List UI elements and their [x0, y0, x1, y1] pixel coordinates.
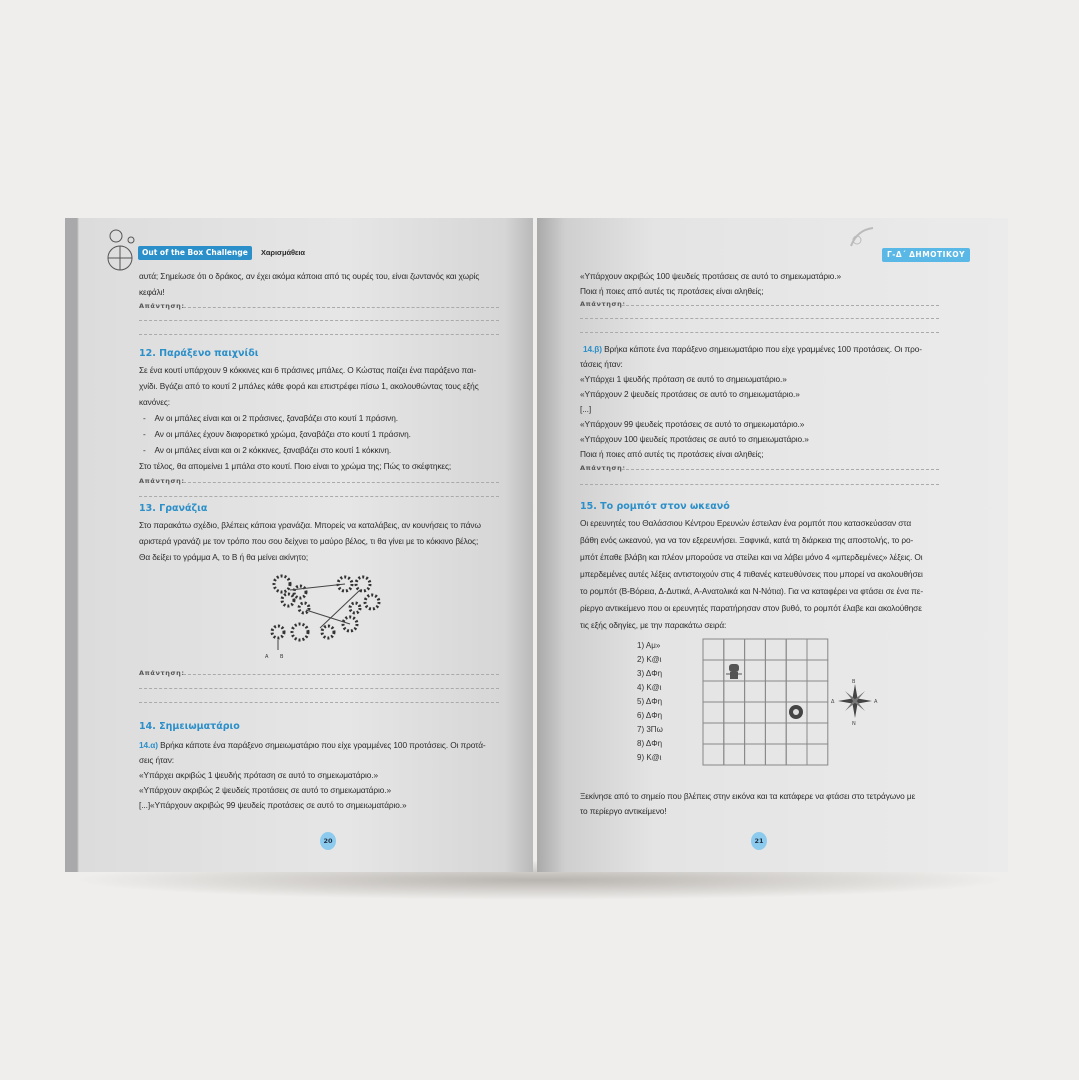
- q14b-line: Βρήκα κάποτε ένα παράξενο σημειωματάριο που είχε γραμμένες 100 προτάσεις. Οι προ-: [604, 344, 922, 354]
- instruction-item: 3) ΔΦη: [637, 669, 663, 678]
- compass-w: Δ: [831, 699, 835, 705]
- grid-cell: [724, 702, 745, 723]
- q13-line: αριστερά γρανάζι με τον τρόπο που σου δείχνει το μαύρο βέλος, τι θα γίνει με το κόκκινο βέλος;: [139, 536, 479, 546]
- strange-object-icon: [789, 705, 803, 719]
- right-page: [537, 218, 1008, 872]
- q15-line: το ρομπότ (Β-Βόρεια, Δ-Δυτικά, Α-Ανατολικά και Ν-Νότια). Για να καταφέρει να φτάσει σε ένα πε-: [580, 586, 923, 596]
- grid-cell: [745, 681, 766, 702]
- grid-cell: [807, 681, 828, 702]
- answer-line: [139, 320, 499, 321]
- ocean-grid: [702, 638, 829, 766]
- q15-line: Οι ερευνητές του Θαλάσσιου Κέντρου Ερευνών έστειλαν ένα ρομπότ που κατασκεύασαν στα: [580, 518, 912, 528]
- q14b-line: «Υπάρχουν 100 ψευδείς προτάσεις σε αυτό το σημειωματάριο.»: [580, 434, 809, 444]
- q15-title: 15. Το ρομπότ στον ωκεανό: [580, 501, 730, 512]
- answer-line: [580, 484, 939, 485]
- series-tag: Out of the Box Challenge: [138, 246, 252, 260]
- grid-cell: [724, 681, 745, 702]
- rocket-lightbulb-icon: [847, 226, 877, 250]
- q14-line: [...]«Υπάρχουν ακριβώς 99 ψευδείς προτάσεις σε αυτό το σημειωματάριο.»: [139, 800, 407, 810]
- q15-line: μπότ έπαθε βλάβη και πλέον μπορούσε να στείλει και να λάβει μόνο 4 «μπερδεμένες» λέξεις. Οι: [580, 552, 923, 562]
- grid-cell: [765, 681, 786, 702]
- q14b-line: Ποια ή ποιες από αυτές τις προτάσεις είναι αληθείς;: [580, 449, 764, 459]
- grid-cell: [703, 723, 724, 744]
- instruction-item: 5) ΔΦη: [637, 697, 663, 706]
- grid-cell: [745, 702, 766, 723]
- answer-line: [580, 318, 939, 319]
- q12-line: κανόνες:: [139, 397, 170, 407]
- page-number: 20: [320, 832, 336, 850]
- answer-label: Απάντηση:: [580, 464, 626, 472]
- grid-cell: [745, 660, 766, 681]
- answer-line: [183, 674, 499, 675]
- q14b-line: «Υπάρχουν 2 ψευδείς προτάσεις σε αυτό το σημειωματάριο.»: [580, 389, 800, 399]
- instruction-item: 2) Κ@ι: [637, 655, 662, 664]
- q14-line: «Υπάρχει ακριβώς 1 ψευδής πρόταση σε αυτό το σημειωματάριο.»: [139, 770, 378, 780]
- grid-cell: [807, 702, 828, 723]
- q14-line: Βρήκα κάποτε ένα παράξενο σημειωματάριο που είχε γραμμένες 100 προτάσεις. Οι προτά-: [160, 740, 486, 750]
- q12-line: χνίδι. Βγάζει από το κουτί 2 μπάλες κάθε φορά και επιστρέφει πίσω 1, ακολουθώντας τους εξής: [139, 381, 479, 391]
- q13-line: Στο παρακάτω σχέδιο, βλέπεις κάποια γρανάζια. Μπορείς να καταλάβεις, αν κουνήσεις το πάνω: [139, 520, 481, 530]
- grid-cell: [786, 660, 807, 681]
- q12-rule: Αν οι μπάλες είναι και οι 2 πράσινες, ξαναβάζει στο κουτί 1 πράσινη.: [154, 413, 398, 423]
- grid-cell: [786, 723, 807, 744]
- answer-line: [139, 702, 499, 703]
- q12-rule: Αν οι μπάλες έχουν διαφορετικό χρώμα, ξαναβάζει στο κουτί 1 πράσινη.: [154, 429, 411, 439]
- grid-cell: [807, 660, 828, 681]
- answer-line: [580, 332, 939, 333]
- grid-cell: [703, 744, 724, 765]
- instruction-item: 7) 3Πω: [637, 725, 663, 734]
- grid-cell: [807, 723, 828, 744]
- q15-line: μπερδεμένες αυτές λέξεις αντιστοιχούν στις 4 πιθανές κατευθύνσεις που μπορεί να ακολουθήσει: [580, 569, 923, 579]
- q15-end: Ξεκίνησε από το σημείο που βλέπεις στην εικόνα και τα κατάφερε να φτάσει στο τετράγωνο με: [580, 791, 916, 801]
- instruction-item: 8) ΔΦη: [637, 739, 663, 748]
- answer-line: [139, 334, 499, 335]
- globe-lightbulb-icon: [103, 228, 143, 276]
- q14b-line: [...]: [580, 404, 592, 414]
- q13-line: Θα δείξει το γράμμα Α, το Β ή θα μείνει ακίνητο;: [139, 552, 309, 562]
- q14b-line: «Υπάρχει 1 ψευδής πρόταση σε αυτό το σημειωματάριο.»: [580, 374, 787, 384]
- q13-title: 13. Γρανάζια: [139, 503, 208, 514]
- intro-line: κεφάλι!: [139, 287, 165, 297]
- text-line: Ποια ή ποιες από αυτές τις προτάσεις είναι αληθείς;: [580, 286, 764, 296]
- answer-line: [621, 469, 939, 470]
- q14b-label: 14.β): [583, 344, 602, 354]
- grid-cell: [724, 744, 745, 765]
- q14b-line: «Υπάρχουν 99 ψευδείς προτάσεις σε αυτό το σημειωματάριο.»: [580, 419, 805, 429]
- grid-cell: [703, 660, 724, 681]
- page-number: 21: [751, 832, 767, 850]
- grid-cell: [765, 660, 786, 681]
- grid-cell: [786, 681, 807, 702]
- grid-cell: [765, 702, 786, 723]
- q15-line: ρίεργο αντικείμενο που οι ερευνητές παρατήρησαν στον βυθό, το ρομπότ έλαβε και ακολούθησε: [580, 603, 922, 613]
- grid-cell: [703, 681, 724, 702]
- q14-title: 14. Σημειωματάριο: [139, 721, 240, 732]
- compass-s: N: [852, 721, 856, 726]
- q15-end: το περίεργο αντικείμενο!: [580, 806, 667, 816]
- grid-cell: [745, 639, 766, 660]
- grid-cell: [786, 639, 807, 660]
- grid-cell: [724, 639, 745, 660]
- answer-label: Απάντηση:: [139, 302, 185, 310]
- grid-cell: [765, 744, 786, 765]
- answer-label: Απάντηση:: [139, 477, 185, 485]
- grid-cell: [724, 723, 745, 744]
- compass-e: A: [874, 699, 878, 705]
- grid-cell: [807, 639, 828, 660]
- grid-cell: [703, 639, 724, 660]
- answer-line: [183, 482, 499, 483]
- compass-rose-icon: [830, 676, 880, 726]
- answer-line: [621, 305, 939, 306]
- grid-cell: [807, 744, 828, 765]
- q12-line: Σε ένα κουτί υπάρχουν 9 κόκκινες και 6 πράσινες μπάλες. Ο Κώστας παίζει ένα παράξενο παι-: [139, 365, 477, 375]
- answer-label: Απάντηση:: [139, 669, 185, 677]
- instruction-item: 1) Αμ»: [637, 641, 661, 650]
- answer-line: [139, 496, 499, 497]
- q15-line: βάθη ενός ωκεανού, για να τον εξερευνήσει. Ξαφνικά, κατά τη διάρκεια της αποστολής, το ρο-: [580, 535, 914, 545]
- compass-n: B: [852, 679, 856, 685]
- instruction-item: 4) Κ@ι: [637, 683, 662, 692]
- text-line: «Υπάρχουν ακριβώς 100 ψευδείς προτάσεις σε αυτό το σημειωματάριο.»: [580, 271, 841, 281]
- q12-rule: Αν οι μπάλες είναι και οι 2 κόκκινες, ξαναβάζει στο κουτί 1 κόκκινη.: [154, 445, 392, 455]
- q15-line: τις εξής οδηγίες, με την παρακάτω σειρά:: [580, 620, 727, 630]
- grid-cell: [765, 639, 786, 660]
- grade-tag: Γ-Δ΄ ΔΗΜΟΤΙΚΟΥ: [882, 248, 970, 262]
- grid-cell: [745, 744, 766, 765]
- grid-cell: [765, 723, 786, 744]
- q14-line: «Υπάρχουν ακριβώς 2 ψευδείς προτάσεις σε αυτό το σημειωματάριο.»: [139, 785, 391, 795]
- brand-logo: Χαρισμάθεια: [261, 248, 305, 257]
- gears-diagram: [260, 570, 390, 660]
- q14a-label: 14.α): [139, 740, 158, 750]
- answer-line: [183, 307, 499, 308]
- q12-end: Στο τέλος, θα απομείνει 1 μπάλα στο κουτί. Ποιο είναι το χρώμα της; Πώς το σκέφτηκες;: [139, 461, 452, 471]
- answer-label: Απάντηση:: [580, 300, 626, 308]
- intro-line: αυτά; Σημείωσε ότι ο δράκος, αν έχει ακόμα κάποια από τις ουρές του, είναι ζωντανός και χωρίς: [139, 271, 480, 281]
- grid-cell: [786, 744, 807, 765]
- label-b: B: [280, 654, 284, 660]
- instruction-list: [637, 639, 663, 765]
- robot-icon: [726, 664, 742, 679]
- instruction-item: 9) Κ@ι: [637, 753, 662, 762]
- q12-title: 12. Παράξενο παιχνίδι: [139, 348, 259, 359]
- grid-cell: [703, 702, 724, 723]
- q14b-line: τάσεις ήταν:: [580, 359, 623, 369]
- label-a: A: [265, 654, 269, 660]
- instruction-item: 6) ΔΦη: [637, 711, 663, 720]
- left-page: Out of the Box Challenge Χαρισμάθεια αυτά; Σημείωσε ότι ο δράκος, αν έχει ακόμα κάποια από τις ουρές του, είναι ζωντανός και χωρίς κεφάλι! Απάντηση: 12. Παράξενο παιχνίδι Σε ένα κουτί υπάρχουν 9 κόκκινες και 6 πράσινες μπάλες. Ο Κώστας παίζει ένα παράξενο παι- χνίδι. Βγάζει από το κουτί 2 μπάλες κάθε φορά και επιστρέφει πίσω 1, ακολουθώντας τους εξής κανόνες: - Αν οι μπάλες είναι και οι 2 πράσινες, ξαναβάζει στο κουτί 1 πράσινη. - Αν οι μπάλες έχουν διαφορετικό χρώμα, ξαναβάζει στο κουτί 1 πράσινη. - Αν οι μπάλες είναι και οι 2 κόκκινες, ξαναβάζει στο κουτί 1 κόκκινη. Στο τέλος, θα απομείνει 1 μπάλα στο κουτί. Ποιο είναι το χρώμα της; Πώς το σκέφτηκες; Απάντηση: 13. Γρανάζια Στο παρακάτω σχέδιο, βλέπεις κάποια γρανάζια. Μπορείς να καταλάβεις, αν κουνήσεις το πάνω αριστερά γρανάζι με τον τρόπο που σου δείχνει το μαύρο βέλος, τι θα γίνει με το κόκκινο βέλος; Θα δείξει το γράμμα Α, το Β ή θα μείνει ακίνητο; A B Απάντηση: 14. Σημειωματάριο 14.α) Βρήκα κάποτε ένα παράξενο σημειωματάριο που είχε γραμμένες 100 προτάσεις. Οι προτά- σεις ήταν: «Υπάρχει ακριβώς 1 ψευδής πρόταση σε αυτό το σημειωματάριο.» «Υπάρχουν ακριβώς 2 ψευδείς προτάσεις σε αυτό το σημειωματάριο.» [...]«Υπάρχουν ακριβώς 99 ψευδείς προτάσεις σε αυτό το σημειωματάριο.» 20: [65, 218, 533, 872]
- grid-cell: [745, 723, 766, 744]
- q14-line: σεις ήταν:: [139, 755, 174, 765]
- answer-line: [139, 688, 499, 689]
